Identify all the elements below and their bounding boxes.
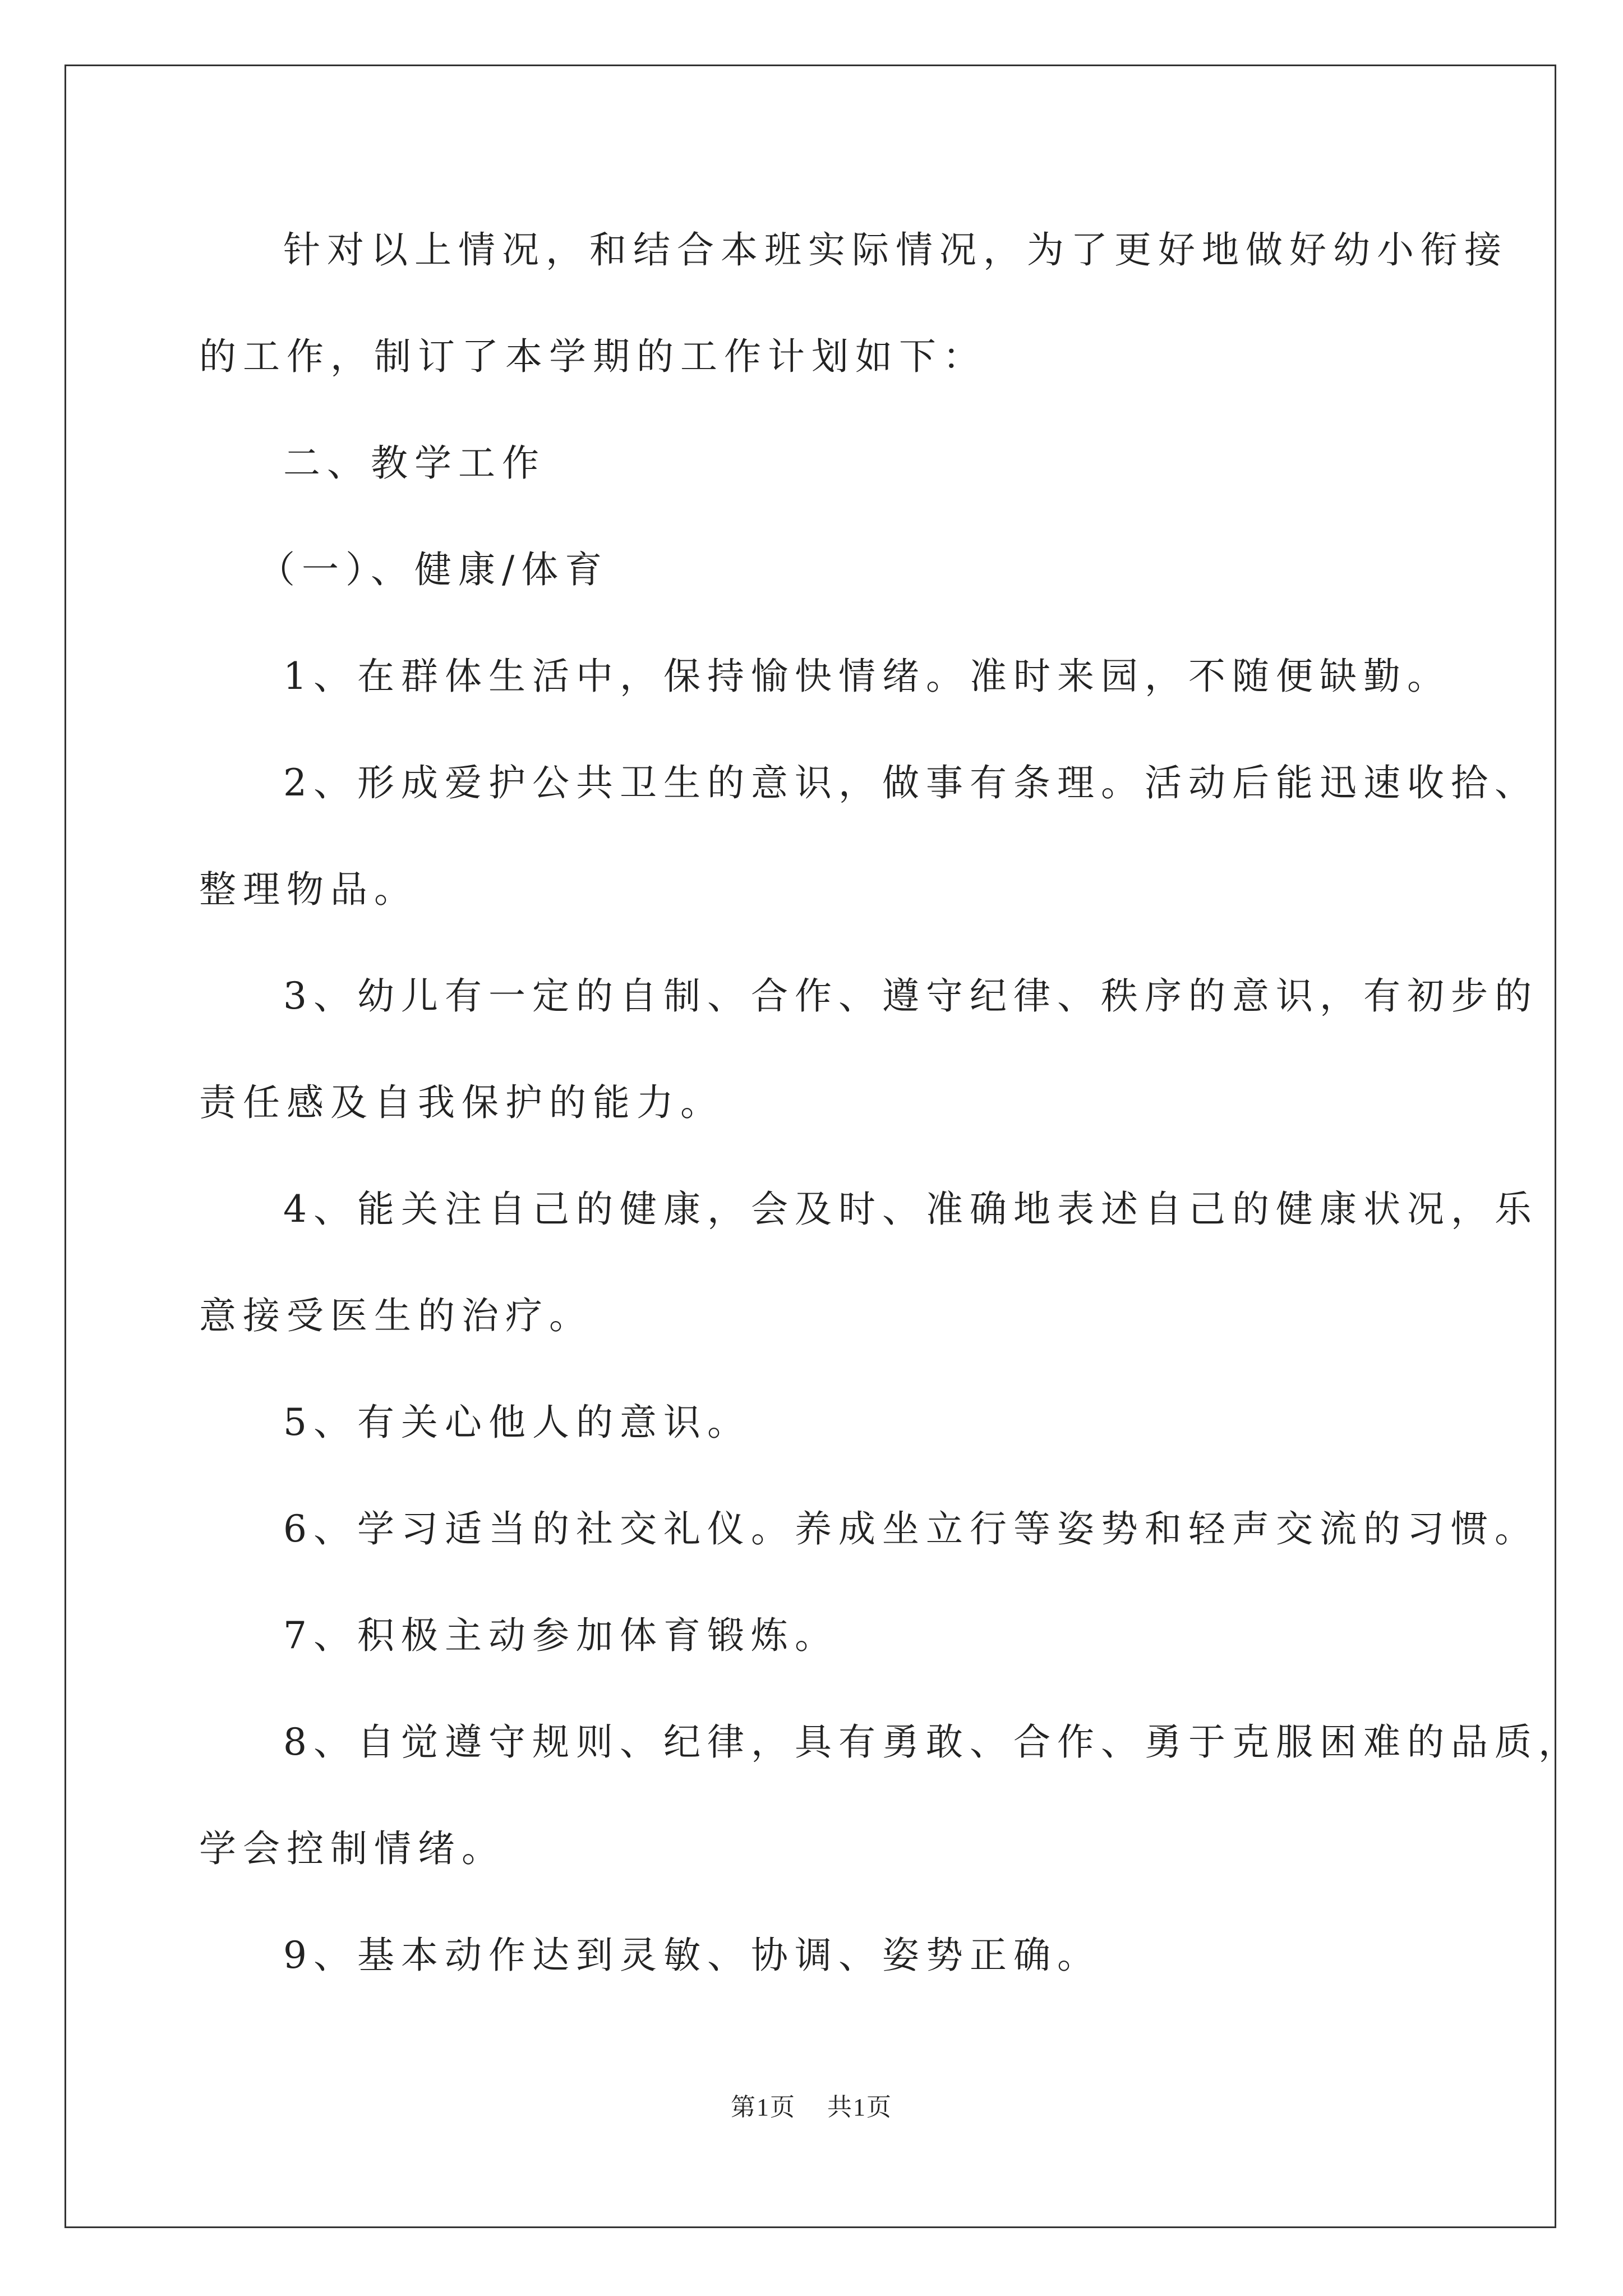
page-number-current: 第1页 — [731, 2093, 796, 2121]
paragraph-line: 针对以上情况，和结合本班实际情况，为了更好地做好幼小衔接 — [283, 228, 1508, 272]
list-item: 1、在群体生活中，保持愉快情绪。准时来园，不随便缺勤。 — [283, 655, 1451, 698]
page-footer — [0, 2087, 1623, 2123]
page-border — [64, 65, 1556, 2228]
list-item: 9、基本动作达到灵敏、协调、姿势正确。 — [283, 1934, 1101, 1977]
subsection-heading: （一）、健康/体育 — [258, 548, 609, 591]
list-item: 8、自觉遵守规则、纪律，具有勇敢、合作、勇于克服困难的品质， — [283, 1720, 1582, 1764]
list-item-continuation: 整理物品。 — [199, 868, 418, 911]
list-item-continuation: 意接受医生的治疗。 — [199, 1294, 593, 1337]
list-item-continuation: 学会控制情绪。 — [199, 1827, 505, 1870]
list-item: 3、幼儿有一定的自制、合作、遵守纪律、秩序的意识，有初步的 — [283, 974, 1538, 1018]
page-number-total: 共1页 — [827, 2093, 892, 2121]
list-item: 6、学习适当的社交礼仪。养成坐立行等姿势和轻声交流的习惯。 — [283, 1507, 1538, 1550]
list-item: 2、形成爱护公共卫生的意识，做事有条理。活动后能迅速收拾、 — [283, 761, 1538, 804]
paragraph-line: 的工作，制订了本学期的工作计划如下： — [199, 335, 986, 378]
list-item: 7、积极主动参加体育锻炼。 — [283, 1614, 838, 1657]
section-heading: 二、教学工作 — [283, 441, 546, 485]
list-item: 4、能关注自己的健康，会及时、准确地表述自己的健康状况，乐 — [283, 1188, 1538, 1231]
list-item: 5、有关心他人的意识。 — [283, 1401, 751, 1444]
list-item-continuation: 责任感及自我保护的能力。 — [199, 1081, 724, 1124]
